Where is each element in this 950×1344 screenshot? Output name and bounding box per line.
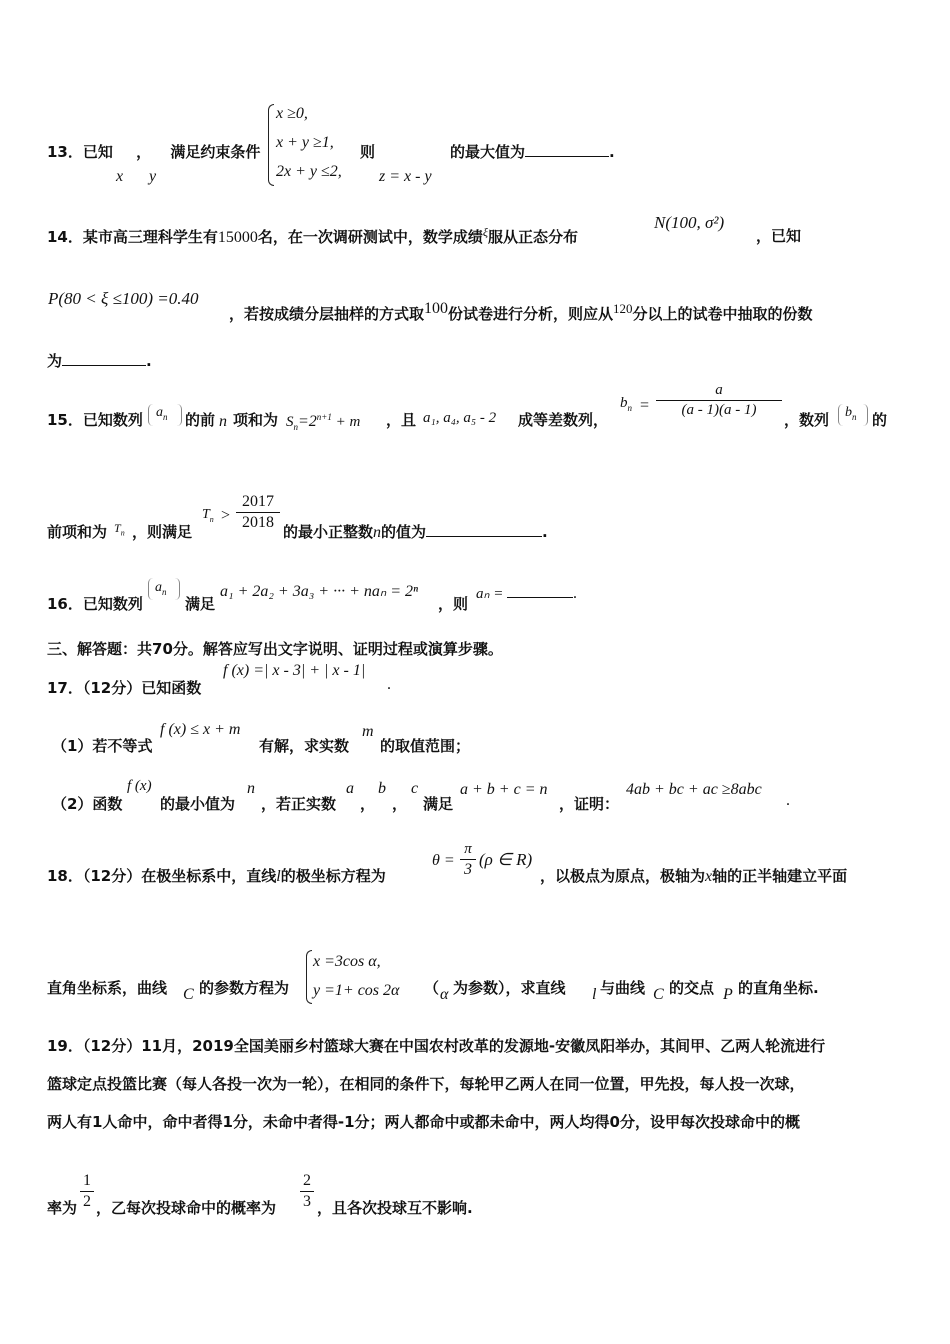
q15-sn-exp: n+1	[316, 412, 332, 422]
q14-text-a: 14．某市高三理科学生有	[47, 228, 218, 246]
q15-seq-sub: n	[163, 411, 168, 422]
q13-constraint-1: x ≥0,	[276, 105, 308, 122]
q15-text-i: ，则满足	[132, 523, 193, 541]
answer-blank[interactable]	[62, 351, 146, 366]
q15-text-j: 的最小正整数	[283, 523, 374, 541]
q15-frac-bar	[656, 400, 782, 401]
q15-n: n	[219, 413, 227, 430]
q14-num-15000: 15000	[217, 229, 258, 246]
q16-seq-sub: n	[162, 586, 167, 597]
q18-text-g: 为参数），求直线	[453, 979, 566, 997]
q17-p2-text-a: （2）函数	[52, 795, 123, 813]
q17-p2-sum: a + b + c = n	[460, 781, 548, 798]
q14-num-120: 120	[613, 301, 633, 316]
q13-number: 13．已知	[47, 143, 113, 161]
q15-num-2017: 2017	[242, 493, 274, 510]
q14-text-e: ，若按成绩分层抽样的方式取	[229, 305, 425, 323]
q15-sn-eq: =2	[298, 413, 317, 430]
q16-text-c: ，则	[438, 595, 469, 613]
q17-p2-sep1: ，	[360, 795, 376, 813]
q17-p1-inequality: f (x) ≤ x + m	[160, 721, 241, 738]
q15-line2-tail	[283, 521, 548, 542]
q18-alpha: α	[440, 986, 449, 1003]
q14-line1	[47, 225, 578, 247]
q15-frac-den: (a - 1)(a - 1)	[681, 402, 757, 418]
q19-frac1-bar	[80, 1191, 94, 1192]
q18-P: P	[723, 986, 733, 1003]
q17-p1-text-b: 有解，求实数	[259, 737, 350, 755]
q19-frac-1-2	[80, 1172, 94, 1211]
q15-frac2-bar	[236, 512, 280, 513]
q15-n2: n	[373, 524, 382, 541]
q18-C: C	[183, 986, 194, 1003]
q18-text-e: 直角坐标系，曲线	[47, 979, 168, 997]
q19-three: 3	[303, 1193, 311, 1210]
q15-tn2-t: T	[202, 507, 210, 522]
q15-tn2-sub: n	[209, 514, 214, 524]
q16-expression: a₁ + 2a₂ + 3a₃ + ··· + naₙ = 2ⁿ	[220, 583, 419, 600]
q18-text-a: 18．（12分）在极坐标系中，直线	[47, 867, 277, 885]
q15-tn-sub: n	[120, 528, 125, 538]
q18-text-c: ，以极点为原点，极轴为	[540, 867, 706, 885]
q15-text-f: ，数列	[784, 411, 830, 429]
q15-sn	[286, 412, 360, 432]
q17-part1	[52, 735, 152, 756]
q19-two2: 2	[303, 1172, 311, 1189]
q15-sn-s: S	[286, 414, 294, 430]
q17-function: f (x) =| x - 3| + | x - 1|	[223, 662, 366, 679]
q14-text-f: 份试卷进行分析，则应从	[448, 305, 614, 323]
q17-p1-text-c: 的取值范围；	[380, 737, 471, 755]
q15-text-e: 成等差数列，	[518, 411, 609, 429]
q16-text-a: 16．已知数列	[47, 595, 143, 613]
q15-bn-sub: n	[627, 403, 632, 413]
q15-seq-a: a	[156, 405, 163, 420]
q16-text-b: 满足	[185, 595, 216, 613]
q14-xi: ξ	[482, 225, 489, 239]
q14-text-h: 为	[47, 352, 63, 370]
q17-p2-text-b: 的最小值为	[160, 795, 236, 813]
q14-line3	[47, 350, 152, 371]
q17-p2-inequality: 4ab + bc + ac ≥8abc	[626, 781, 762, 798]
q17-p2-text-d: 满足	[423, 795, 454, 813]
q15-text-a: 15．已知数列	[47, 411, 143, 429]
q13-var-x: x	[116, 168, 124, 185]
q13-then: 则	[360, 143, 376, 161]
q18-frac-bar	[460, 859, 476, 860]
q15-tn-t: T	[114, 521, 121, 535]
q18-line1-tail	[540, 865, 847, 886]
q19-line4-b: ，乙每次投球命中的概率为	[96, 1199, 277, 1217]
q15-text-k: 的值为	[381, 523, 427, 541]
q14-text-b: 名，在一次调研测试中，数学成绩	[257, 228, 483, 246]
q13-condition-label: 满足约束条件	[170, 143, 261, 161]
q19-line4-a: 率为	[47, 1199, 78, 1217]
q13-tail-text: 的最大值为	[450, 143, 526, 161]
q13-objective: z = x - y	[379, 168, 432, 185]
q15-text-c: 项和为	[233, 411, 279, 429]
q18-text-f: 的参数方程为	[199, 979, 290, 997]
q18-x: x	[705, 868, 713, 885]
q13-constraint-3: 2x + y ≤2,	[276, 163, 342, 180]
q18-param-eq1: x =3cos α,	[313, 953, 381, 970]
q13-brace	[268, 104, 274, 186]
q18-brace	[306, 950, 312, 1004]
q14-text-c: 服从正态分布	[488, 228, 579, 246]
q15-text-b: 的前	[185, 411, 216, 429]
q15-frac-2017	[236, 493, 280, 532]
answer-blank[interactable]	[426, 522, 542, 537]
q15-bn	[620, 395, 632, 413]
q18-rho-domain: (ρ ∈ R)	[479, 850, 533, 869]
q15-end: .	[542, 523, 548, 541]
q17-p2-a: a	[346, 780, 354, 797]
q19-one: 1	[83, 1172, 91, 1189]
q15-tn	[114, 521, 125, 537]
q18-text-d: 轴的正半轴建立平面	[712, 867, 848, 885]
q17-p2-b: b	[378, 780, 386, 797]
q13-comma: ，	[136, 143, 152, 161]
q15-text-g: 的	[872, 411, 888, 429]
q17-p2-sep2: ，	[392, 795, 408, 813]
q15-text-h: 前项和为	[47, 523, 108, 541]
q18-line1	[47, 865, 386, 886]
q17-p2-f: f (x)	[127, 778, 152, 794]
q17-p2-text-e: ，证明：	[559, 795, 620, 813]
q16-end: .	[573, 585, 578, 602]
q14-end: .	[146, 352, 152, 370]
q13-tail	[450, 141, 615, 162]
q17-p2-n: n	[247, 780, 255, 797]
q18-text-b: 的极坐标方程为	[280, 867, 386, 885]
q18-theta: θ =	[432, 852, 455, 869]
q15-text-d: ，且	[386, 411, 417, 429]
q19-frac2-bar	[300, 1191, 314, 1192]
q18-three: 3	[464, 861, 472, 878]
q15-bseq	[845, 405, 857, 422]
q15-seq	[156, 405, 168, 422]
q15-gt: >	[221, 507, 231, 524]
q19-line1: 19．（12分）11月，2019全国美丽乡村篮球大赛在中国农村改革的发源地-安徽凤阳举办，其间甲、乙两人轮流进行	[47, 1037, 826, 1055]
q13-stem	[47, 141, 260, 162]
q16-an	[476, 583, 577, 603]
q17-p1-m: m	[362, 723, 374, 740]
q15-num-2018: 2018	[242, 514, 274, 531]
q16-seq-a: a	[155, 580, 162, 595]
q15-terms: a₁, a₄, a₅ - 2	[423, 410, 497, 426]
q18-l2: l	[592, 986, 597, 1003]
q19-line3: 两人有1人命中，命中者得1分，未命中者得-1分；两人都命中或都未命中，两人均得0分，设甲每次投球命中的概	[47, 1113, 800, 1131]
q15-bseq-sub: n	[852, 411, 857, 422]
q15-line1	[47, 409, 143, 430]
q15-bn-eq: =	[640, 397, 650, 414]
q13-var-y: y	[149, 168, 157, 185]
q18-C2: C	[653, 986, 664, 1003]
q14-text-d: ，已知	[756, 227, 802, 245]
q18-l: l	[276, 868, 281, 885]
q19-line2: 篮球定点投篮比赛（每人各投一次为一轮），在相同的条件下，每轮甲乙两人在同一位置，甲先投，每人投一次球，	[47, 1075, 805, 1093]
q14-text-g: 分以上的试卷中抽取的份数	[632, 305, 813, 323]
q15-bseq-b: b	[845, 405, 852, 420]
q17-end: .	[786, 792, 790, 809]
q15-bn-b: b	[620, 395, 628, 411]
q18-pi-over-3	[460, 841, 476, 879]
q15-tn2	[202, 507, 214, 524]
q15-sn-plus: + m	[335, 414, 361, 430]
q18-paren: （	[424, 979, 440, 997]
q19-two: 2	[83, 1193, 91, 1210]
q17-dot: .	[387, 676, 391, 693]
q16-seq	[155, 580, 167, 597]
q18-text-i: 的交点	[669, 979, 715, 997]
q17-head: 17．（12分）已知函数	[47, 679, 202, 697]
q15-frac-num: a	[715, 382, 723, 398]
q19-line4-c: ，且各次投球互不影响.	[317, 1199, 473, 1217]
q18-pi: π	[464, 841, 472, 857]
q14-distribution: N(100, σ²)	[654, 213, 725, 232]
q15-fraction	[656, 382, 782, 419]
q17-p1-text-a: （1）若不等式	[52, 737, 153, 755]
q14-line2	[229, 300, 813, 324]
q17-p2-c: c	[411, 780, 419, 797]
q15-sn-sub: n	[293, 422, 298, 432]
q17-p2-text-c: ，若正实数	[261, 795, 337, 813]
answer-blank[interactable]	[525, 142, 609, 157]
q18-param-eq2: y =1+ cos 2α	[313, 982, 400, 999]
q13-end: .	[609, 143, 615, 161]
section-three-heading: 三、解答题：共70分。解答应写出文字说明、证明过程或演算步骤。	[47, 640, 503, 658]
q16-an-label: aₙ =	[476, 586, 504, 602]
q18-text-h: 与曲线	[600, 979, 646, 997]
q14-num-100: 100	[424, 300, 449, 317]
q18-text-j: 的直角坐标.	[738, 979, 819, 997]
answer-blank[interactable]	[507, 583, 573, 598]
q14-probability: P(80 < ξ ≤100) =0.40	[48, 289, 199, 308]
q13-constraint-2: x + y ≥1,	[276, 134, 334, 151]
q19-frac-2-3	[300, 1172, 314, 1211]
